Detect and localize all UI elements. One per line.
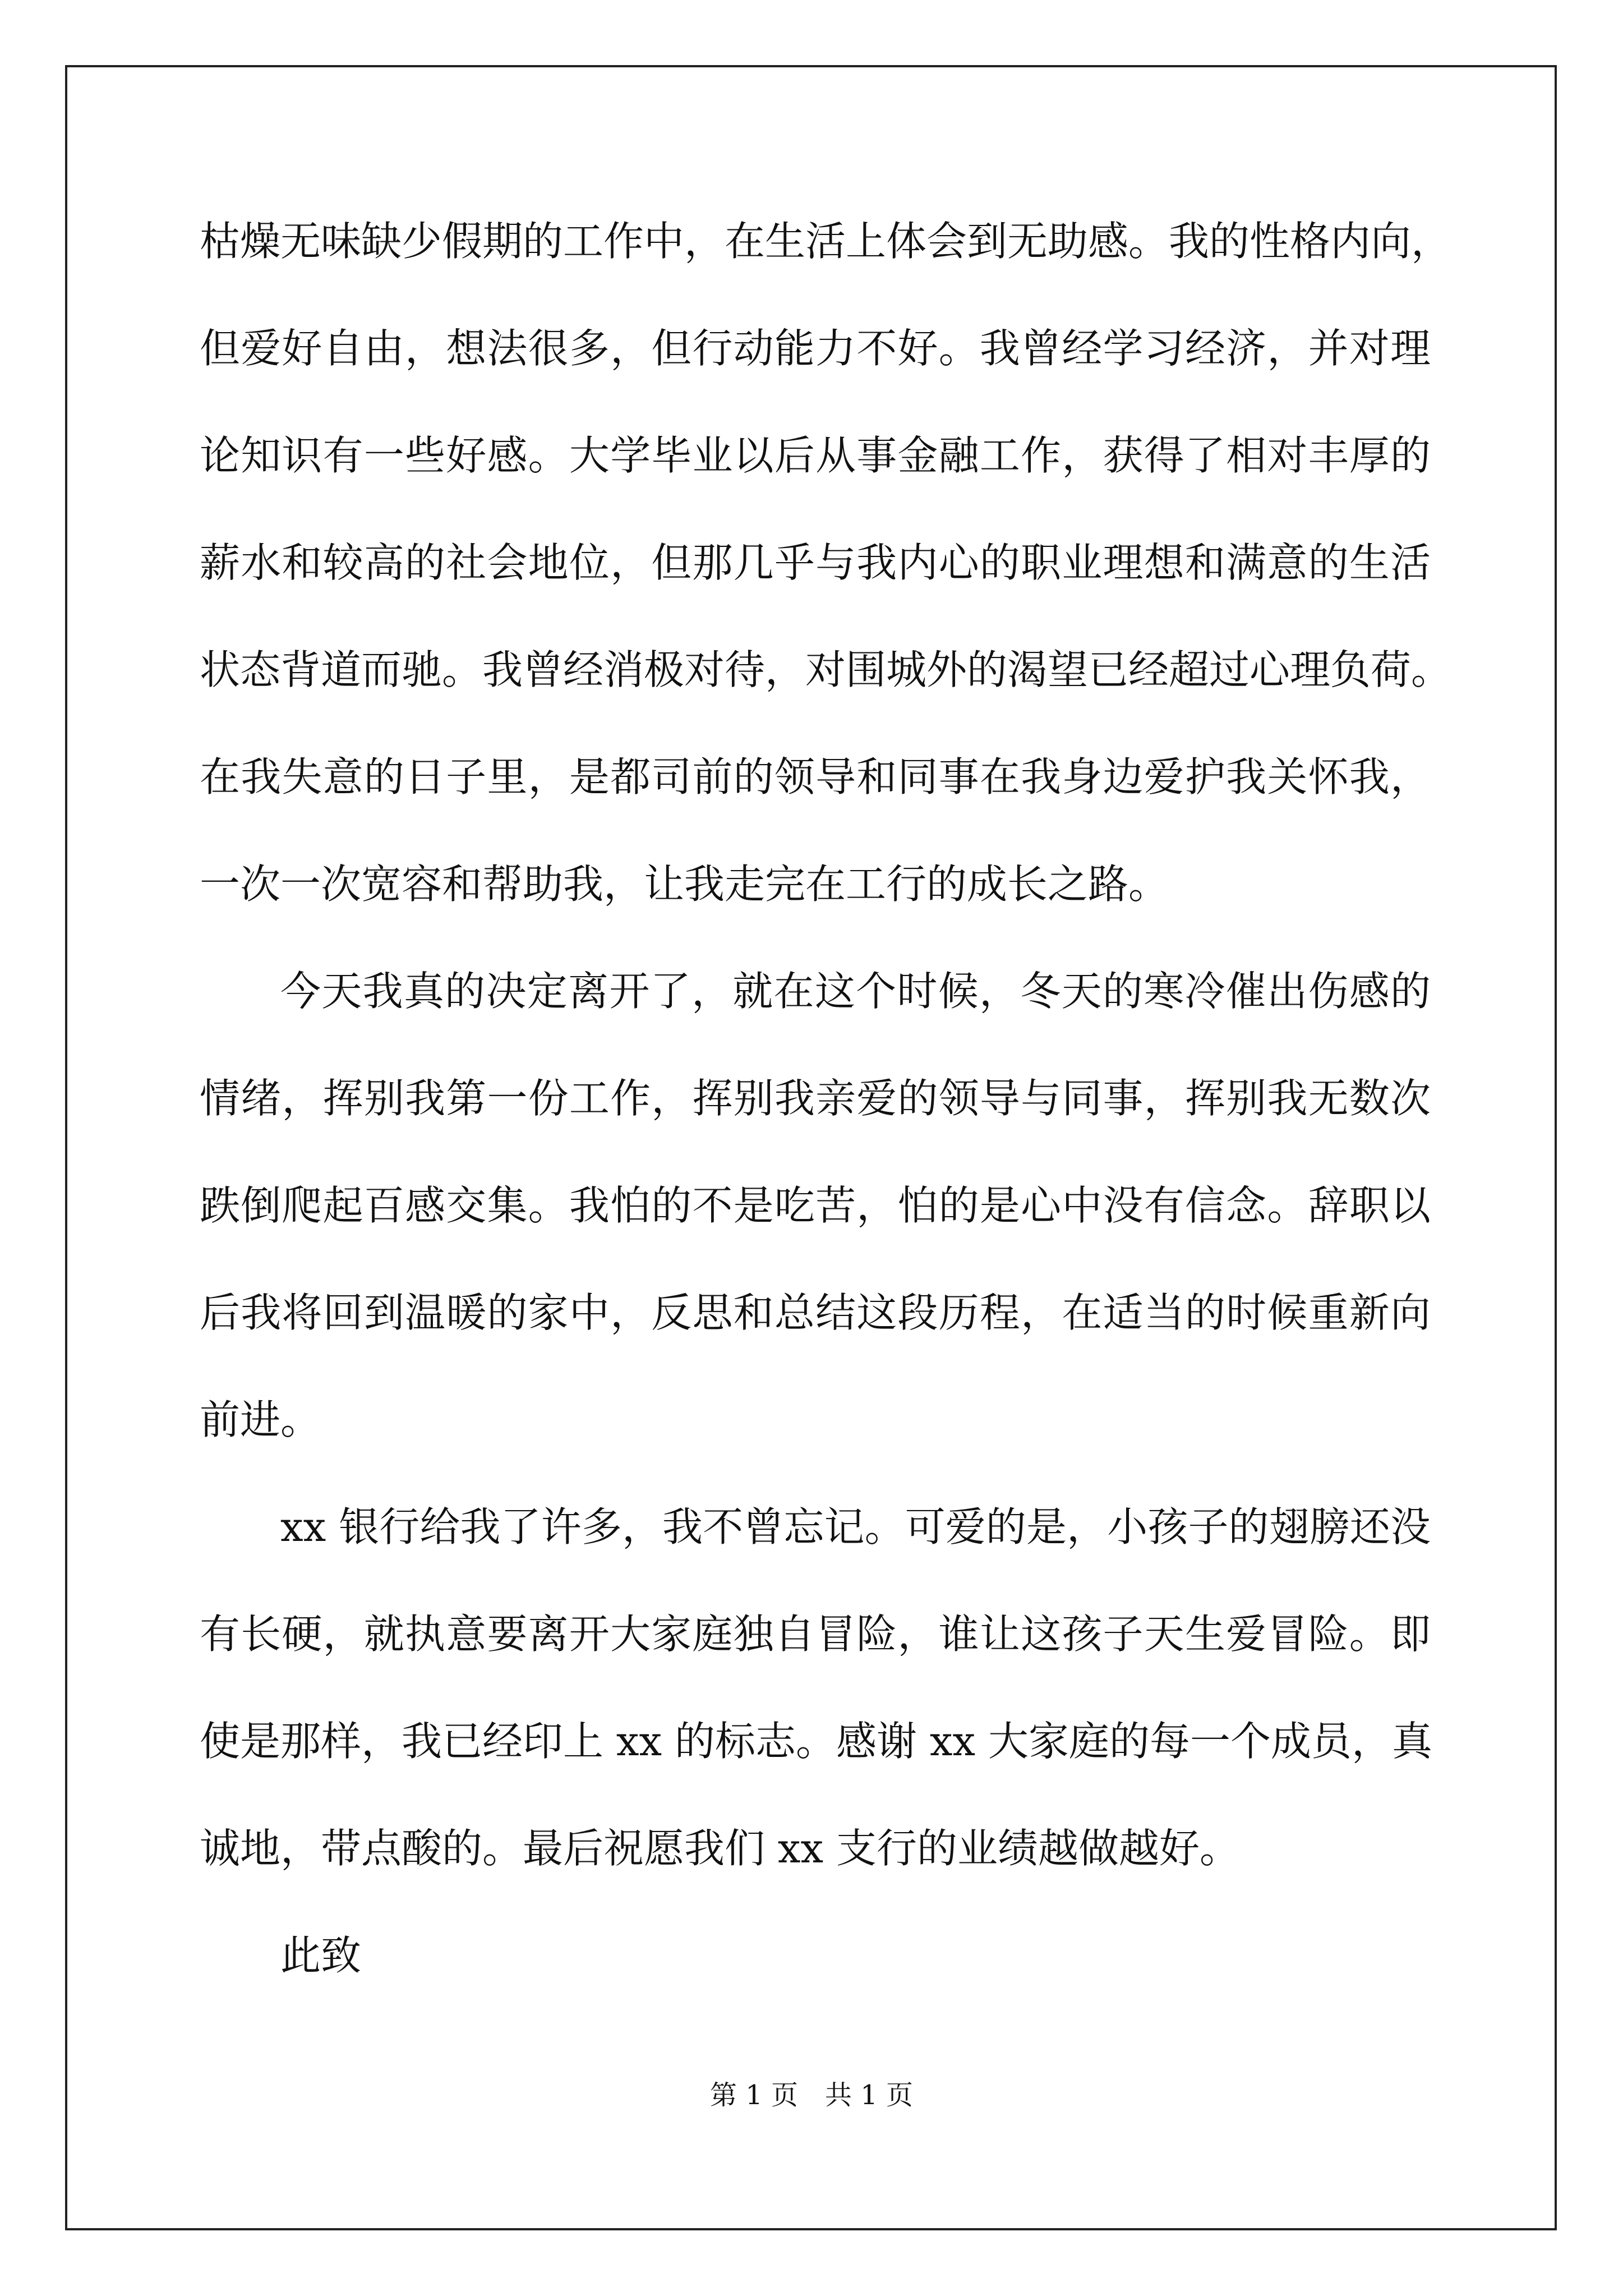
page-border [65, 65, 1557, 2230]
text-line: 后我将回到温暖的家中，反思和总结这段历程，在适当的时候重新向 [200, 1289, 1431, 1336]
closing-salutation: 此致 [280, 1932, 362, 1979]
text-line: 薪水和较高的社会地位，但那几乎与我内心的职业理想和满意的生活 [200, 539, 1431, 586]
text-line: 有长硬，就执意要离开大家庭独自冒险，谁让这孩子天生爱冒险。即 [200, 1611, 1431, 1658]
text-line: 论知识有一些好感。大学毕业以后从事金融工作，获得了相对丰厚的 [200, 432, 1431, 479]
text-line: 一次一次宽容和帮助我，让我走完在工行的成长之路。 [200, 861, 1169, 908]
text-line: 但爱好自由，想法很多，但行动能力不好。我曾经学习经济，并对理 [200, 325, 1431, 372]
text-line: 跌倒爬起百感交集。我怕的不是吃苦，怕的是心中没有信念。辞职以 [200, 1182, 1431, 1229]
paragraph-first-line: xx 银行给我了许多，我不曾忘记。可爱的是，小孩子的翅膀还没 [280, 1503, 1431, 1550]
text-line: 情绪，挥别我第一份工作，挥别我亲爱的领导与同事，挥别我无数次 [200, 1075, 1431, 1122]
text-line: 诚地，带点酸的。最后祝愿我们 xx 支行的业绩越做越好。 [200, 1825, 1240, 1872]
text-line: 状态背道而驰。我曾经消极对待，对围城外的渴望已经超过心理负荷。 [200, 646, 1452, 693]
text-line: 前进。 [200, 1396, 321, 1443]
text-line: 枯燥无味缺少假期的工作中，在生活上体会到无助感。我的性格内向， [200, 218, 1452, 265]
paragraph-first-line: 今天我真的决定离开了，就在这个时候，冬天的寒冷催出伤感的 [280, 968, 1431, 1015]
page-footer: 第 1 页 共 1 页 [709, 2079, 914, 2111]
text-line: 使是那样，我已经印上 xx 的标志。感谢 xx 大家庭的每一个成员，真 [200, 1718, 1432, 1765]
text-line: 在我失意的日子里，是都司前的领导和同事在我身边爱护我关怀我， [200, 753, 1431, 800]
